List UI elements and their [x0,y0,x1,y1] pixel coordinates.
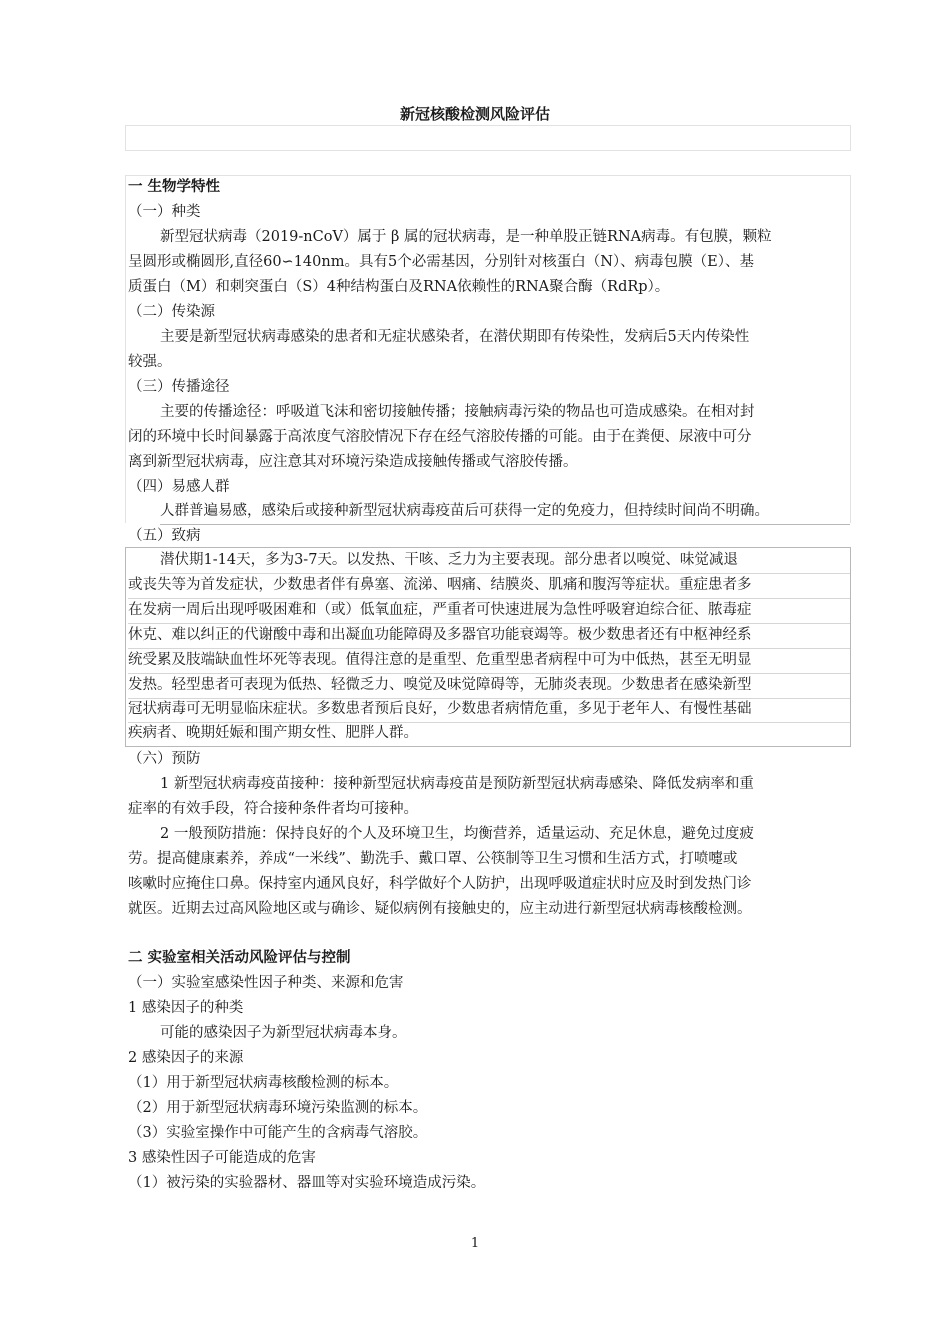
list-heading: 1 感染因子的种类 [128,1000,244,1016]
paragraph-line: 潜伏期1-14天，多为3-7天。以发热、干咳、乏力为主要表现。部分患者以嗅觉、味觉减退 [160,548,850,574]
subsection-heading: （三）传播途径 [128,379,230,395]
paragraph-line: 或丧失等为首发症状，少数患者伴有鼻塞、流涕、咽痛、结膜炎、肌痛和腹泻等症状。重症患者多 [128,573,850,599]
list-heading: 2 感染因子的来源 [128,1050,244,1066]
list-item: （1）用于新型冠状病毒核酸检测的标本。 [128,1075,399,1091]
section-heading: 一 生物学特性 [128,179,221,195]
list-item: （3）实验室操作中可能产生的含病毒气溶胶。 [128,1125,428,1141]
paragraph-line: 主要的传播途径：呼吸道飞沫和密切接触传播；接触病毒污染的物品也可造成感染。在相对封 [160,404,755,420]
paragraph-line: 人群普遍易感，感染后或接种新型冠状病毒疫苗后可获得一定的免疫力，但持续时间尚不明确。 [160,499,850,525]
paragraph-line: 疾病者、晚期妊娠和围产期女性、肥胖人群。 [128,725,418,741]
paragraph-line: 发热。轻型患者可表现为低热、轻微乏力、嗅觉及味觉障碍等，无肺炎表现。少数患者在感染新型 [128,673,850,699]
paragraph-line: 统受累及肢端缺血性坏死等表现。值得注意的是重型、危重型患者病程中可为中低热，甚至无明显 [128,648,850,674]
page-number: 1 [470,1236,480,1251]
paragraph-line: 咳嗽时应掩住口鼻。保持室内通风良好，科学做好个人防护，出现呼吸道症状时应及时到发热门诊 [128,876,752,892]
list-heading: 3 感染性因子可能造成的危害 [128,1150,316,1166]
section-heading: 二 实验室相关活动风险评估与控制 [128,950,351,966]
paragraph-line: 在发病一周后出现呼吸困难和（或）低氧血症，严重者可快速进展为急性呼吸窘迫综合征、脓毒症 [128,598,850,624]
title-table-cell [125,125,851,151]
subsection-heading: （二）传染源 [128,304,215,320]
paragraph-line: 就医。近期去过高风险地区或与确诊、疑似病例有接触史的，应主动进行新型冠状病毒核酸检测。 [128,901,752,917]
document-title: 新冠核酸检测风险评估 [399,105,550,123]
paragraph-line: 闭的环境中长时间暴露于高浓度气溶胶情况下存在经气溶胶传播的可能。由于在粪便、尿液中可分 [128,429,752,445]
list-item: （2）用于新型冠状病毒环境污染监测的标本。 [128,1100,428,1116]
paragraph-line: 离到新型冠状病毒，应注意其对环境污染造成接触传播或气溶胶传播。 [128,454,578,470]
paragraph-line: 1 新型冠状病毒疫苗接种：接种新型冠状病毒疫苗是预防新型冠状病毒感染、降低发病率和重 [160,776,754,792]
subsection-heading: （六）预防 [128,751,201,767]
subsection-heading: （一）种类 [128,204,201,220]
paragraph-line: 冠状病毒可无明显临床症状。多数患者预后良好，少数患者病情危重，多见于老年人、有慢性基础 [128,697,850,723]
paragraph-line: 呈圆形或椭圆形,直径60∽140nm。具有5个必需基因，分别针对核蛋白（N）、病毒包膜（E）、基 [128,254,754,270]
subsection-heading: （四）易感人群 [128,479,230,495]
subsection-heading: （一）实验室感染性因子种类、来源和危害 [128,975,404,991]
paragraph-line: 症率的有效手段，符合接种条件者均可接种。 [128,801,418,817]
paragraph-line: 质蛋白（M）和刺突蛋白（S）4种结构蛋白及RNA依赖性的RNA聚合酶（RdRp）。 [128,279,670,295]
paragraph-line: 劳。提高健康素养，养成“一米线”、勤洗手、戴口罩、公筷制等卫生习惯和生活方式，打喷嚏或 [128,851,738,867]
paragraph-line: 休克、难以纠正的代谢酸中毒和出凝血功能障碍及多器官功能衰竭等。极少数患者还有中枢神经系 [128,623,850,649]
paragraph-line: 新型冠状病毒（2019-nCoV）属于 β 属的冠状病毒，是一种单股正链RNA病毒。有包膜，颗粒 [160,229,772,245]
paragraph-line: 较强。 [128,354,172,370]
list-item: （1）被污染的实验器材、器皿等对实验环境造成污染。 [128,1175,486,1191]
paragraph-line: 主要是新型冠状病毒感染的患者和无症状感染者，在潜伏期即有传染性，发病后5天内传染性 [160,329,750,345]
subsection-heading: （五）致病 [128,528,201,544]
paragraph-line: 2 一般预防措施：保持良好的个人及环境卫生，均衡营养，适量运动、充足休息，避免过度疲 [160,826,754,842]
paragraph-line: 可能的感染因子为新型冠状病毒本身。 [160,1025,407,1041]
